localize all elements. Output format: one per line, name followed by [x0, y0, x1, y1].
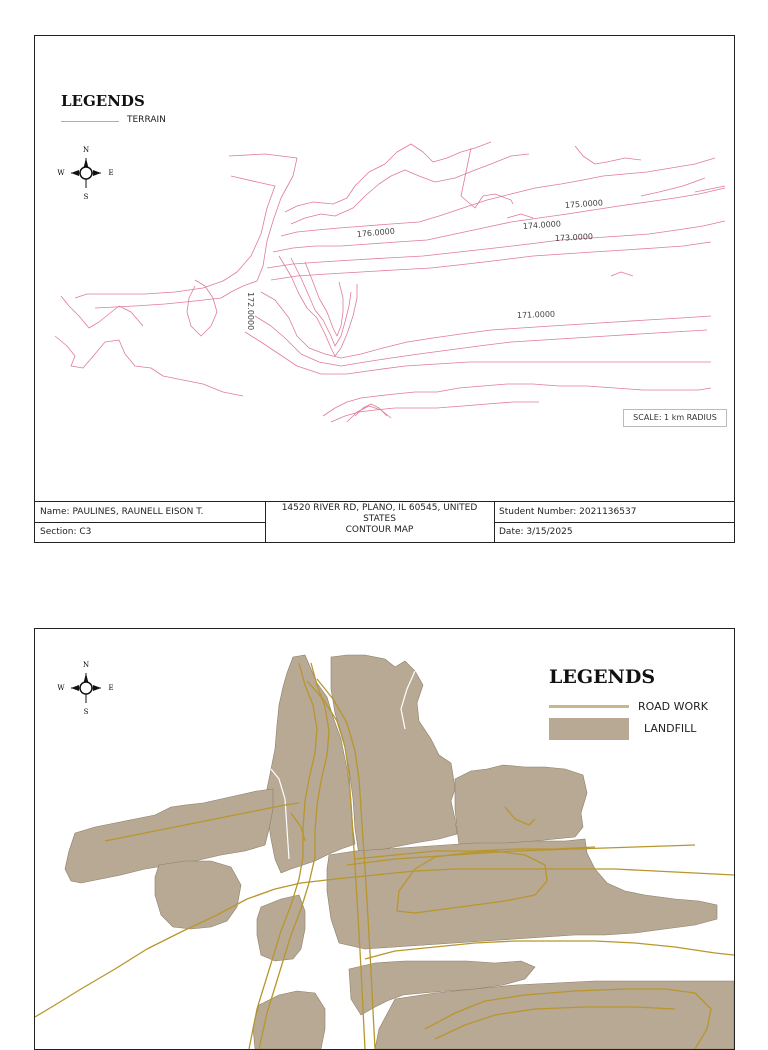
contour-label: 173.0000: [554, 232, 594, 243]
address-line: 14520 RIVER RD, PLANO, IL 60545, UNITED: [281, 503, 478, 513]
landfill-map-sheet: [34, 628, 735, 1050]
table-divider: [35, 522, 265, 523]
contour-line: [261, 292, 711, 358]
landfill-map-drawing: [35, 629, 734, 1049]
contour-label: 174.0000: [522, 219, 562, 231]
compass-n-label: N: [82, 146, 90, 154]
contour-line: [75, 176, 275, 298]
terrain-legend-label: TERRAIN: [127, 115, 166, 125]
contour-line: [355, 404, 387, 416]
contour-line: [507, 214, 533, 218]
compass-s-label: S: [83, 193, 89, 201]
contour-label: 176.0000: [356, 226, 396, 239]
road-work-legend-label: ROAD WORK: [638, 700, 708, 713]
map-type: CONTOUR MAP: [345, 525, 414, 535]
student-name: Name: PAULINES, RAUNELL EISON T.: [40, 507, 204, 517]
landfill-area: [257, 895, 305, 961]
contour-line: [461, 148, 513, 208]
info-table: [35, 501, 734, 543]
contour-line: [575, 146, 641, 164]
contour-label: 175.0000: [564, 198, 604, 210]
compass-w-label: W: [57, 169, 65, 177]
compass-n-label: N: [82, 661, 90, 669]
contour-map-sheet: [34, 35, 735, 543]
table-divider: [494, 522, 734, 523]
contour-line: [273, 188, 725, 252]
compass-w-label: W: [57, 684, 65, 692]
contour-line: [285, 142, 491, 212]
contour-label: 172.0000: [246, 292, 255, 331]
contour-lines: [35, 36, 734, 542]
contour-line: [95, 154, 297, 308]
address-line: STATES: [363, 514, 396, 524]
compass-s-label: S: [83, 708, 89, 716]
compass-rose-icon: [57, 659, 115, 717]
contour-line: [347, 406, 391, 422]
student-number: Student Number: 2021136537: [499, 507, 637, 517]
legend-title: LEGENDS: [549, 666, 656, 688]
compass-e-label: E: [108, 169, 114, 177]
landfill-legend-swatch: [549, 718, 629, 740]
contour-line: [245, 332, 711, 374]
contour-line: [641, 178, 705, 196]
contour-line: [291, 154, 529, 224]
date: Date: 3/15/2025: [499, 527, 573, 537]
landfill-legend-label: LANDFILL: [644, 722, 697, 735]
contour-line: [255, 316, 707, 366]
landfill-area: [155, 861, 241, 929]
landfill-area: [253, 991, 325, 1049]
contour-line: [61, 296, 143, 328]
contour-line: [279, 256, 357, 356]
address-block: [265, 503, 494, 536]
compass-e-label: E: [108, 684, 114, 692]
contour-line: [331, 402, 539, 422]
road-work-legend-line: [549, 705, 629, 708]
landfill-area: [455, 765, 587, 845]
contour-line: [55, 336, 243, 396]
contour-line: [611, 272, 633, 276]
contour-line: [281, 158, 715, 236]
legend-title: LEGENDS: [61, 92, 145, 110]
contour-label: 171.0000: [516, 309, 556, 320]
section: Section: C3: [40, 527, 92, 537]
scale-note: SCALE: 1 km RADIUS: [623, 409, 727, 427]
